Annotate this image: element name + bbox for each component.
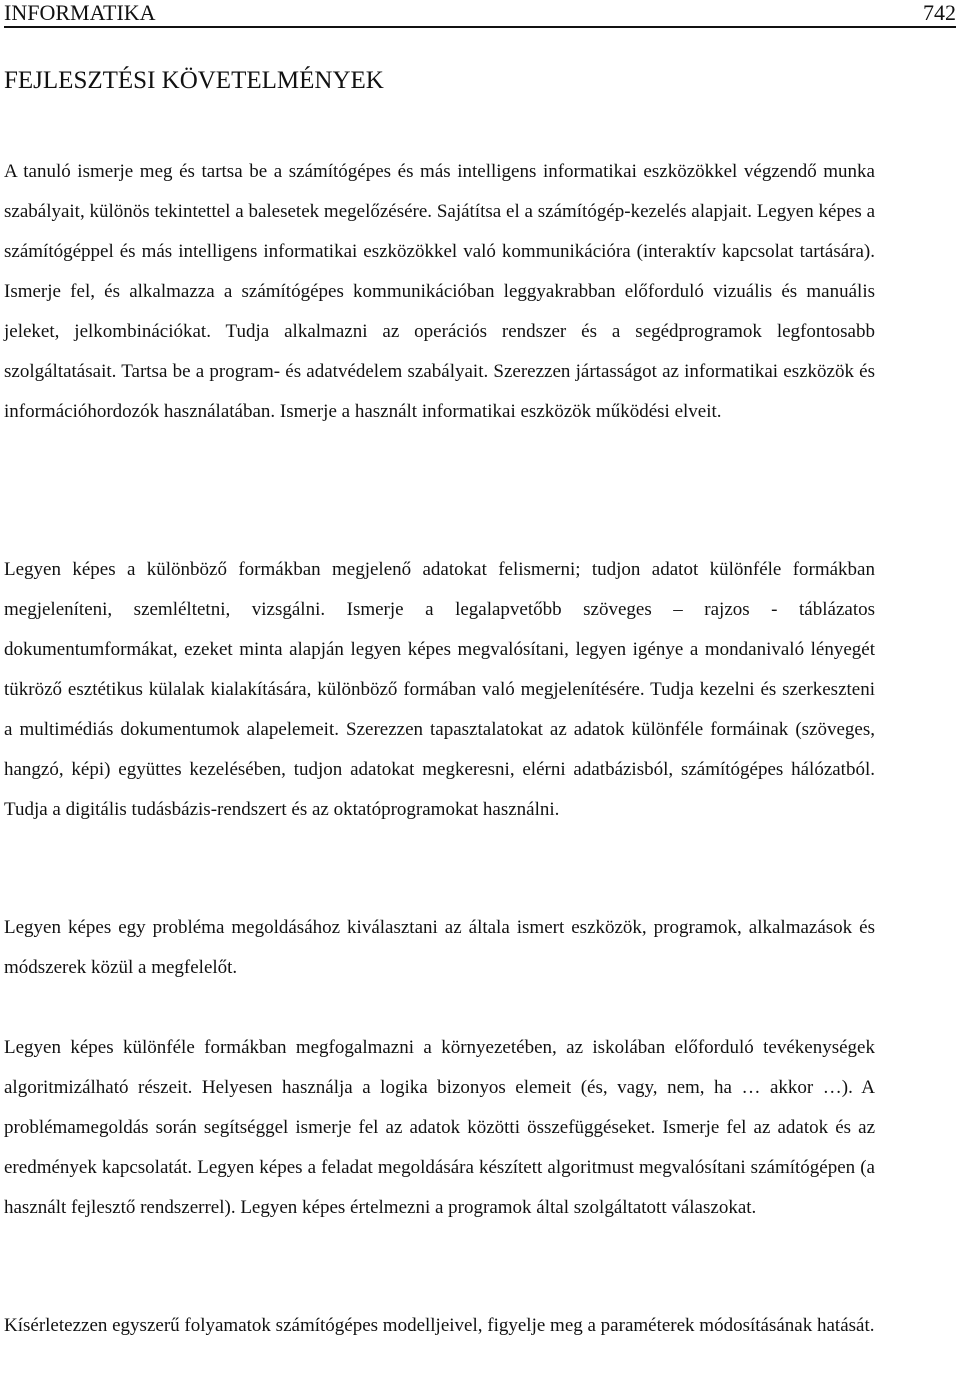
page-header — [4, 0, 956, 28]
section-title: FEJLESZTÉSI KÖVETELMÉNYEK — [4, 67, 384, 94]
page-number: 742 — [923, 0, 956, 25]
paragraph: Legyen képes egy probléma megoldásához kiválasztani az általa ismert eszközök, programok, alkalmazások és módszerek közül a megfelelőt. — [4, 917, 875, 978]
paragraph: Legyen képes a különböző formákban megjelenő adatokat felismerni; tudjon adatot különféle formákban megjeleníteni, szemléltetni, vizsgálni. Ismerje a legalapvetőbb szöveges – rajzos - táblázatos dokumentumformákat, ezeket minta alapján legyen képes megvalósítani, legyen igénye a mondanivaló lényegét tükröző esztétikus külalak kialakítására, különböző formában való megjelenítésére. Tudja kezelni és szerkeszteni a multimédiás dokumentumok alapelemeit. Szerezzen tapasztalatokat az adatok különféle formáinak (szöveges, hangzó, képi) együttes kezelésében, tudjon adatokat megkeresni, elérni adatbázisból, számítógépes hálózatból. Tudja a digitális tudásbázis-rendszert és az oktatóprogramokat használni. — [4, 559, 875, 820]
subject-label: INFORMATIKA — [4, 0, 156, 25]
paragraph: Kísérletezzen egyszerű folyamatok számítógépes modelljeivel, figyelje meg a paraméterek módosításának hatását. — [4, 1315, 875, 1336]
paragraph: A tanuló ismerje meg és tartsa be a számítógépes és más intelligens informatikai eszközökkel végzendő munka szabályait, különös tekintettel a balesetek megelőzésére. Sajátítsa el a számítógép-kezelés alapjait. Legyen képes a számítógéppel és más intelligens informatikai eszközökkel való kommunikációra (interaktív kapcsolat tartására). Ismerje fel, és alkalmazza a számítógépes kommunikációban leggyakrabban előforduló vizuális és manuális jeleket, jelkombinációkat. Tudja alkalmazni az operációs rendszer és a segédprogramok legfontosabb szolgáltatásait. Tartsa be a program- és adatvédelem szabályait. Szerezzen jártasságot az informatikai eszközök és információhordozók használatában. Ismerje a használt informatikai eszközök működési elveit. — [4, 161, 875, 422]
paragraph: Legyen képes különféle formákban megfogalmazni a környezetében, az iskolában előforduló tevékenységek algoritmizálható részeit. Helyesen használja a logika bizonyos elemeit (és, vagy, nem, ha … akkor …). A problémamegoldás során segítséggel ismerje fel az adatok közötti összefüggéseket. Ismerje fel az adatok és az eredmények kapcsolatát. Legyen képes a feladat megoldására készített algoritmust megvalósítani számítógépen (a használt fejlesztő rendszerrel). Legyen képes értelmezni a programok által szolgáltatott válaszokat. — [4, 1037, 875, 1218]
